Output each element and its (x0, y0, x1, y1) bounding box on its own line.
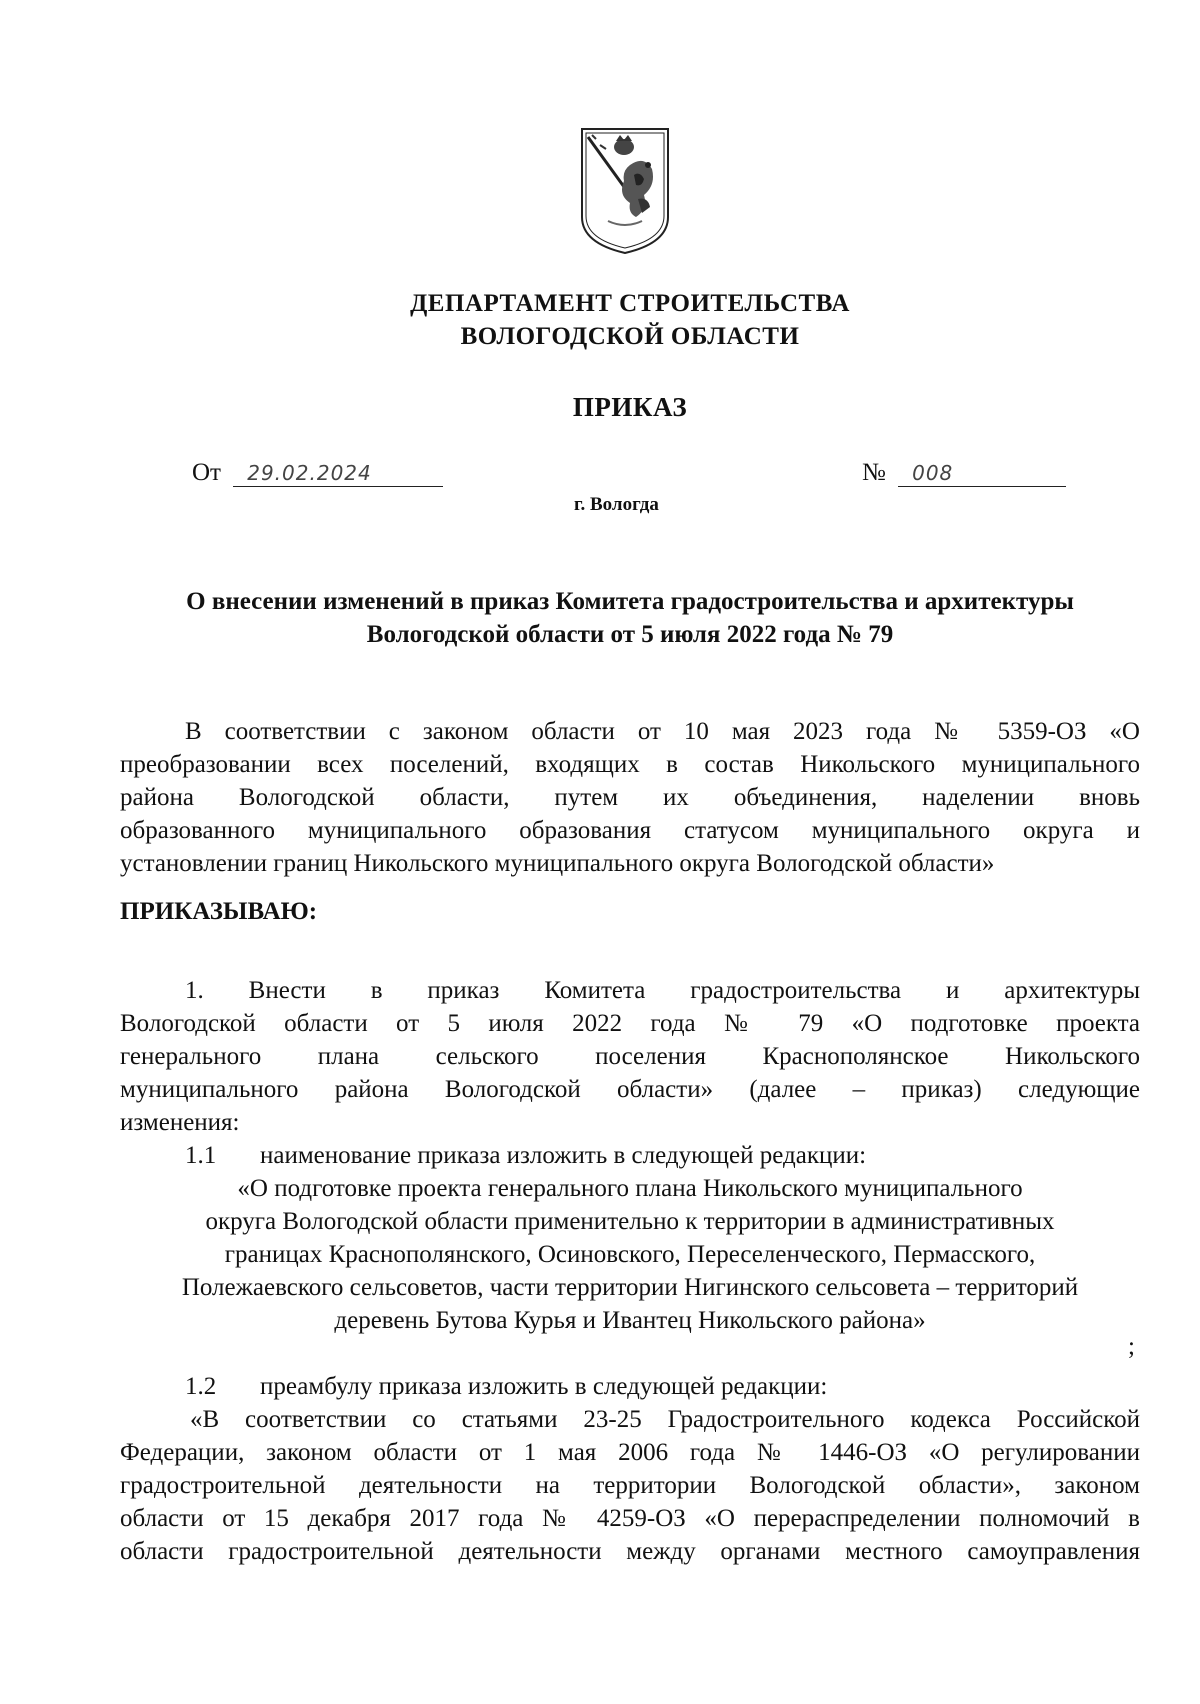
order-directive: ПРИКАЗЫВАЮ: (120, 898, 318, 925)
number-label: № (862, 459, 886, 486)
item-1-2-text: преамбулу приказа изложить в следующей редакции: (260, 1373, 828, 1400)
number-field (862, 458, 1066, 487)
item-1-2-line: области градостроительной деятельности между органами местного самоуправления (120, 1538, 1140, 1565)
item-1-line: 1. Внести в приказ Комитета градостроительства и архитектуры (185, 977, 1140, 1004)
date-value: 29.02.2024 (247, 461, 372, 485)
organization-name-line1: ДЕПАРТАМЕНТ СТРОИТЕЛЬСТВА (410, 290, 850, 317)
date-label: От (192, 459, 221, 486)
item-1-2-heading (120, 1370, 1140, 1403)
item-1-1-number: 1.1 (185, 1142, 217, 1169)
subject-line: О внесении изменений в приказ Комитета градостроительства и архитектуры (186, 588, 1074, 615)
item-1-line: Вологодской области от 5 июля 2022 года № 79 «О подготовке проекта (120, 1010, 1140, 1037)
item-1-2-paragraph (120, 1403, 1140, 1568)
number-value: 008 (912, 461, 954, 485)
item-1-1-text: наименование приказа изложить в следующей редакции: (260, 1142, 867, 1169)
subject-line: Вологодской области от 5 июля 2022 года № 79 (366, 621, 894, 648)
quote-line: деревень Бутова Курья и Ивантец Никольского района» (334, 1307, 926, 1334)
preamble-line: установлении границ Никольского муниципального округа Вологодской области» (120, 850, 995, 877)
item-1-2-line: области от 15 декабря 2017 года № 4259-ОЗ «О перераспределении полномочий в (120, 1505, 1140, 1532)
city-label: г. Вологда (574, 494, 659, 515)
preamble-line: образованного муниципального образования статусом муниципального округа и (120, 817, 1140, 844)
item-1-2-number: 1.2 (185, 1373, 217, 1400)
preamble-line: преобразовании всех поселений, входящих в состав Никольского муниципального (120, 751, 1140, 778)
preamble-paragraph (120, 715, 1140, 880)
number-underline (898, 458, 1066, 487)
item-1-2-line: градостроительной деятельности на территории Вологодской области», законом (120, 1472, 1140, 1499)
item-1-2-line: «В соответствии со статьями 23-25 Градостроительного кодекса Российской (190, 1406, 1140, 1433)
organization-name-line2: ВОЛОГОДСКОЙ ОБЛАСТИ (460, 323, 800, 350)
date-underline (233, 458, 443, 487)
document-subject (120, 585, 1140, 651)
item-1-1-quote (120, 1172, 1140, 1337)
quote-line: «О подготовке проекта генерального плана Никольского муниципального (237, 1175, 1023, 1202)
item-1-line: изменения: (120, 1109, 240, 1136)
item-1-line: муниципального района Вологодской области» (далее – приказ) следующие (120, 1076, 1140, 1103)
date-field (192, 458, 443, 487)
document-type-title: ПРИКАЗ (572, 392, 688, 422)
coat-of-arms-icon (578, 125, 672, 257)
item-1-1-heading (120, 1139, 1140, 1172)
preamble-line: В соответствии с законом области от 10 мая 2023 года № 5359-ОЗ «О (185, 718, 1140, 745)
item-1-2-line: Федерации, законом области от 1 мая 2006 года № 1446-ОЗ «О регулировании (120, 1439, 1140, 1466)
trailing-semicolon: ; (1128, 1333, 1135, 1360)
quote-line: округа Вологодской области применительно к территории в административных (205, 1208, 1055, 1235)
quote-line: Полежаевского сельсоветов, части территории Нигинского сельсовета – территорий (181, 1274, 1079, 1301)
quote-line: границах Краснополянского, Осиновского, Переселенческого, Пермасского, (224, 1241, 1036, 1268)
item-1-line: генерального плана сельского поселения Краснополянское Никольского (120, 1043, 1140, 1070)
item-1-paragraph (120, 974, 1140, 1139)
preamble-line: района Вологодской области, путем их объединения, наделении вновь (120, 784, 1140, 811)
